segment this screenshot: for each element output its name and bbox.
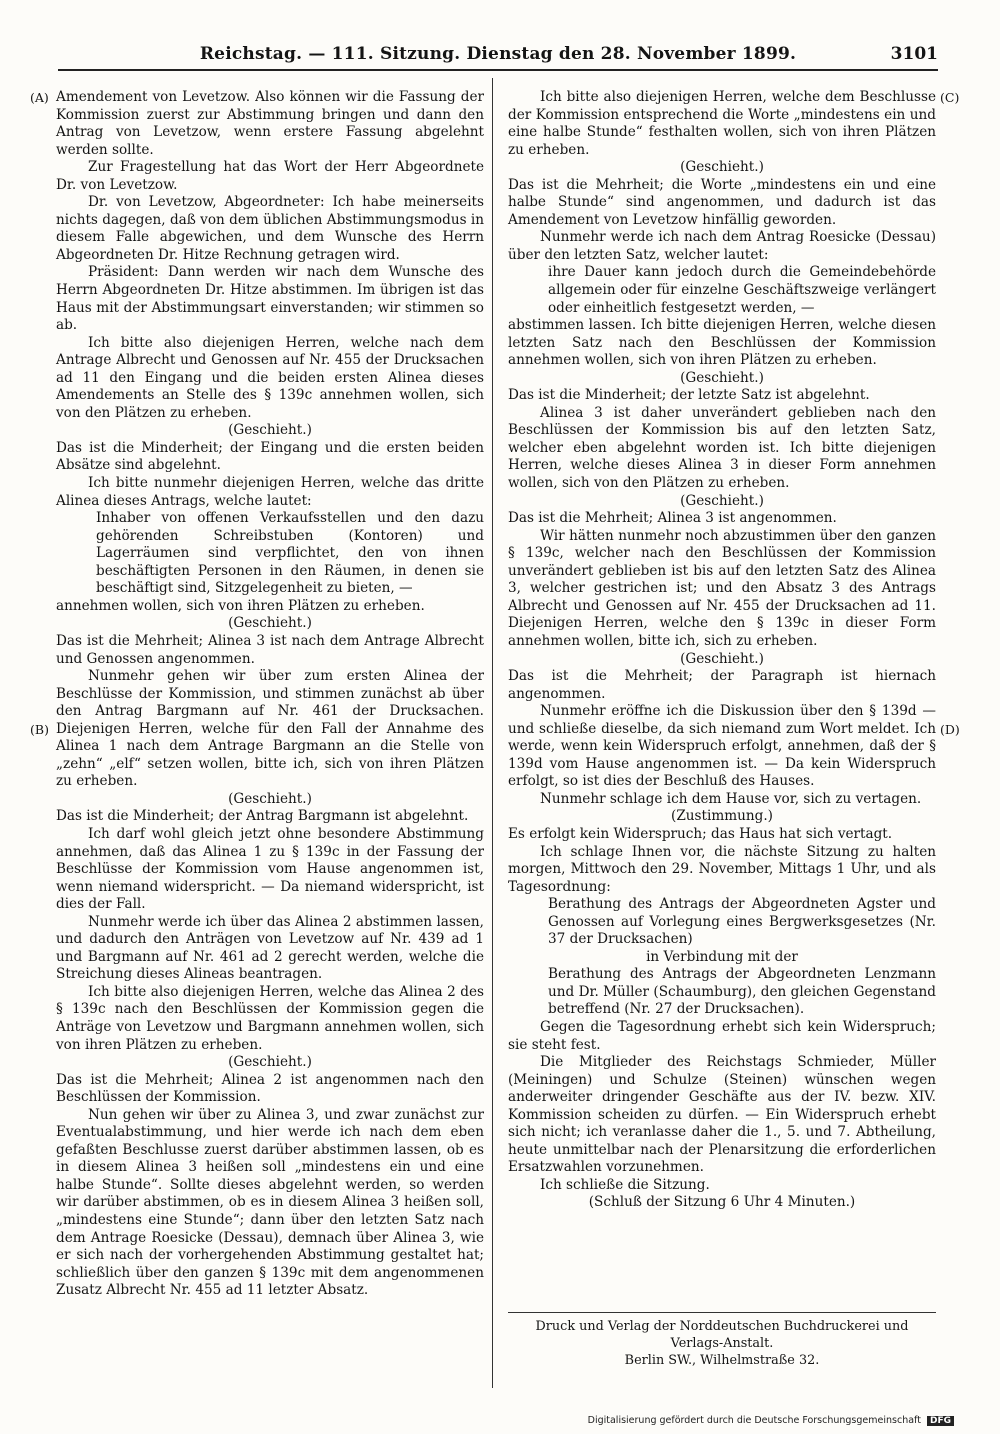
paragraph: Ich bitte also diejenigen Herren, welche das Alinea 2 des § 139c nach den Beschlüssen der Kommission gegen die Anträge von Levetzow und Bargmann annehmen wollen, sich von ihren Plätzen zu erheben. [56,983,484,1053]
paragraph: Das ist die Mehrheit; Alinea 2 ist angenommen nach den Beschlüssen der Kommission. [56,1071,484,1106]
session-closing: (Schluß der Sitzung 6 Uhr 4 Minuten.) [588,1194,856,1211]
imprint-rule [508,1312,936,1313]
paragraph: annehmen wollen, sich von ihren Plätzen zu erheben. [56,597,425,614]
paragraph: Das ist die Mehrheit; Alinea 3 ist nach dem Antrage Albrecht und Genossen angenommen. [56,632,484,667]
imprint [508,1318,936,1369]
page-number: 3101 [890,44,938,64]
stage-direction: (Geschieht.) [680,369,764,386]
stage-direction: (Geschieht.) [680,492,764,509]
paragraph: Das ist die Minderheit; der Eingang und die ersten beiden Absätze sind abgelehnt. [56,439,484,474]
paragraph: Das ist die Mehrheit; der Paragraph ist hiernach angenommen. [508,668,936,702]
paragraph: Das ist die Mehrheit; die Worte „mindestens ein und eine halbe Stunde“ sind angenommen, und dadurch ist das Amendement von Levetzow hinfällig geworden. [508,176,936,228]
page-header [58,40,938,70]
paragraph: Gegen die Tagesordnung erhebt sich kein Widerspruch; sie steht fest. [508,1018,936,1053]
paragraph: Das ist die Minderheit; der letzte Satz ist abgelehnt. [508,387,870,404]
paragraph: Nunmehr schlage ich dem Hause vor, sich zu vertagen. [540,790,922,807]
paragraph: Zur Fragestellung hat das Wort der Herr Abgeordnete Dr. von Levetzow. [56,159,484,193]
stage-direction: (Geschieht.) [228,422,312,439]
paragraph: Das ist die Minderheit; der Antrag Bargmann ist abgelehnt. [56,808,469,825]
right-column [508,89,936,1212]
agenda-connector: in Verbindung mit der [646,948,798,965]
paragraph: Ich bitte nunmehr diejenigen Herren, welche das dritte Alinea dieses Antrags, welche lautet: [56,475,484,509]
paragraph: Wir hätten nunmehr noch abzustimmen über den ganzen § 139c, welcher nach den Beschlüssen der Kommission unverändert geblieben ist bis auf den letzten Satz des Alinea 3, welcher gestrichen ist; und den Absatz 3 des Antrags Albrecht und Genossen auf Nr. 455 der Drucksachen ad 11. Diejenigen Herren, welche den § 139c in dieser Form annehmen wollen, bitte ich, sich zu erheben. [508,527,936,649]
left-column [56,89,484,1300]
stage-direction: (Geschieht.) [680,159,764,176]
paragraph: abstimmen lassen. Ich bitte diejenigen Herren, welche diesen letzten Satz nach den Beschlüssen der Kommission annehmen wollen, sich von ihren Plätzen zu erheben. [508,317,936,369]
speech-von-levetzow: Dr. von Levetzow, Abgeordneter: Ich habe meinerseits nichts dagegen, daß von dem üblichen Abstimmungsmodus in diesem Falle abgewichen, und dem Wunsche des Herrn Abgeordneten Dr. Hitze Rechnung getragen wird. [56,194,484,263]
margin-marker-b: (B) [30,722,49,737]
column-divider [492,78,493,1388]
margin-marker-d: (D) [940,722,960,737]
dfg-logo: DFG [927,1416,954,1426]
paragraph: Nunmehr eröffne ich die Diskussion über den § 139d — und schließe dieselbe, da sich niemand zum Wort meldet. Ich werde, wenn kein Widerspruch erfolgt, annehmen, daß der § 139d vom Hause angenommen ist. — Da kein Widerspruch erfolgt, so ist dies der Beschluß des Hauses. [508,703,936,790]
agenda-item: Berathung des Antrags der Abgeordneten Lenzmann und Dr. Müller (Schaumburg), den gleichen Gegenstand betreffend (Nr. 27 der Drucksachen). [548,966,936,1018]
paragraph: Die Mitglieder des Reichstags Schmieder, Müller (Meiningen) und Schulze (Steinen) wünschen wegen anderweiter dringender Geschäfte aus der IV. bezw. XIV. Kommission scheiden zu dürfen. — Ein Widerspruch erhebt sich nicht; ich veranlasse daher die 1., 5. und 7. Abtheilung, heute unmittelbar nach der Plenarsitzung die erforderlichen Ersatzwahlen vorzunehmen. [508,1054,936,1176]
paragraph: Nunmehr werde ich über das Alinea 2 abstimmen lassen, und dadurch den Anträgen von Levetzow auf Nr. 439 ad 1 und Bargmann auf Nr. 461 ad 2 gerecht werden, welche die Streichung dieses Alineas beantragen. [56,913,484,983]
paragraph: Nunmehr gehen wir über zum ersten Alinea der Beschlüsse der Kommission, und stimmen zunächst ab über den Antrag Bargmann auf Nr. 461 der Drucksachen. Diejenigen Herren, welche für den Fall der Annahme des Alinea 1 nach dem Antrage Bargmann an die Stelle von „zehn“ „elf“ setzen wollen, bitte ich, sich von ihren Plätzen zu erheben. [56,668,484,790]
paragraph: Alinea 3 ist daher unverändert geblieben nach den Beschlüssen der Kommission bis auf den letzten Satz, welcher eben abgelehnt worden ist. Ich bitte diejenigen Herren, welche dieses Alinea 3 in dieser Form annehmen wollen, sich von den Plätzen zu erheben. [508,404,936,492]
speech-praesident: Präsident: Dann werden wir nach dem Wunsche des Herrn Abgeordneten Dr. Hitze abstimmen. Im übrigen ist das Haus mit der Abstimmungsart einverstanden; wir stimmen so ab. [56,264,484,334]
header-rule [58,69,938,71]
paragraph: Ich schließe die Sitzung. [540,1176,710,1193]
agenda-item: Berathung des Antrags der Abgeordneten Agster und Genossen auf Vorlegung eines Bergwerksgesetzes (Nr. 37 der Drucksachen) [548,896,936,948]
running-title: Reichstag. — 111. Sitzung. Dienstag den 28. November 1899. [199,44,797,64]
stage-direction: (Geschieht.) [228,1054,312,1071]
quoted-text: ihre Dauer kann jedoch durch die Gemeindebehörde allgemein oder für einzelne Geschäftszweige verlängert oder einheitlich festgesetzt werden, — [548,264,936,316]
paragraph: Nunmehr werde ich nach dem Antrag Roesicke (Dessau) über den letzten Satz, welcher lautet: [508,229,936,263]
stage-direction: (Geschieht.) [680,650,764,667]
imprint-line: Berlin SW., Wilhelmstraße 32. [624,1353,820,1368]
credit-text: Digitalisierung gefördert durch die Deutsche Forschungsgemeinschaft [587,1415,921,1426]
imprint-line: Druck und Verlag der Norddeutschen Buchdruckerei und Verlags-Anstalt. [535,1319,909,1351]
paragraph: Ich darf wohl gleich jetzt ohne besondere Abstimmung annehmen, daß das Alinea 1 zu § 139c in der Fassung der Beschlüsse der Kommission vom Hause angenommen ist, wenn niemand widerspricht. — Da niemand widerspricht, ist dies der Fall. [56,825,484,913]
quoted-text: Inhaber von offenen Verkaufsstellen und den dazu gehörenden Schreibstuben (Kontoren) und Lagerräumen sind verpflichtet, den von ihnen beschäftigten Personen in den Räumen, in denen sie beschäftigt sind, Sitzgelegenheit zu bieten, — [96,510,484,597]
margin-marker-a: (A) [30,90,49,105]
stage-direction: (Zustimmung.) [671,808,773,825]
paragraph: Ich bitte also diejenigen Herren, welche dem Beschlusse der Kommission entsprechend die Worte „mindestens ein und eine halbe Stunde“ festhalten wollen, sich von ihren Plätzen zu erheben. [508,89,936,158]
digitization-credit [588,1415,954,1426]
stage-direction: (Geschieht.) [228,790,312,807]
paragraph: Es erfolgt kein Widerspruch; das Haus hat sich vertagt. [508,825,893,842]
paragraph: Amendement von Levetzow. Also können wir die Fassung der Kommission zuerst zur Abstimmung bringen und dann den Antrag von Levetzow, wenn erstere Fassung abgelehnt werden sollte. [56,89,484,158]
margin-marker-c: (C) [940,90,960,105]
paragraph: Das ist die Mehrheit; Alinea 3 ist angenommen. [508,510,837,527]
paragraph: Ich schlage Ihnen vor, die nächste Sitzung zu halten morgen, Mittwoch den 29. November, Mittags 1 Uhr, und als Tagesordnung: [508,843,936,895]
paragraph: Ich bitte also diejenigen Herren, welche nach dem Antrage Albrecht und Genossen auf Nr. 455 der Drucksachen ad 11 den Eingang und die beiden ersten Alinea dieses Amendements an Stelle des § 139c annehmen wollen, sich von den Plätzen zu erheben. [56,334,484,421]
paragraph: Nun gehen wir über zu Alinea 3, und zwar zunächst zur Eventualabstimmung, und hier werde ich nach dem eben gefaßten Beschlusse zuerst darüber abstimmen lassen, ob es in diesem Alinea 3 heißen soll „mindestens ein und eine halbe Stunde“. Sollte dieses abgelehnt werden, so werden wir darüber abstimmen, ob es in diesem Alinea 3 heißen soll, „mindestens eine Stunde“; dann über den letzten Satz nach dem Antrage Roesicke (Dessau), demnach über Alinea 3, wie er sich nach der vorhergehenden Abstimmung gestaltet hat; schließlich über den ganzen § 139c mit dem angenommenen Zusatz Albrecht Nr. 455 ad 11 letzter Absatz. [56,1106,484,1299]
stage-direction: (Geschieht.) [228,615,312,632]
